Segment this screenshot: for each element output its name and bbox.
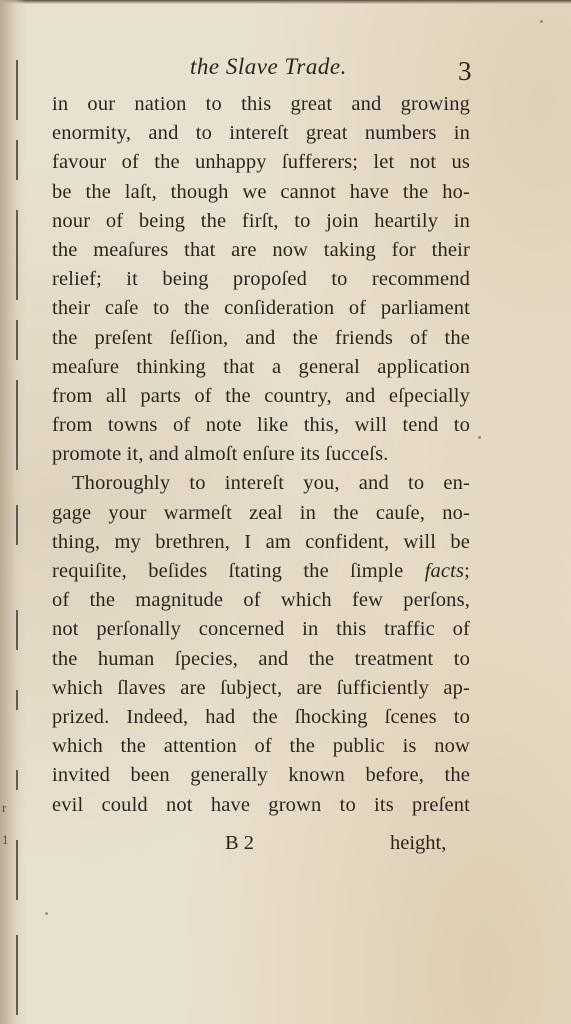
text-line: invited been generally known before, the bbox=[52, 764, 470, 787]
text-line: the preſent ſeſſion, and the friends of the bbox=[52, 326, 470, 349]
text-line: enormity, and to intereſt great numbers in bbox=[52, 122, 470, 145]
italic-word: facts bbox=[424, 560, 465, 582]
text-line: thing, my brethren, I am confident, will be bbox=[52, 530, 470, 553]
italic-suffix: ; bbox=[464, 560, 471, 582]
gutter-mark bbox=[16, 380, 18, 470]
text-line: nour of being the firſt, to join heartily in bbox=[52, 209, 470, 232]
paper-speck bbox=[478, 436, 481, 439]
text-line: in our nation to this great and growing bbox=[52, 93, 470, 115]
gutter-mark bbox=[16, 610, 18, 650]
gutter-mark bbox=[16, 320, 18, 360]
margin-show-through: 1 bbox=[2, 832, 9, 847]
text-line: which the attention of the public is now bbox=[52, 735, 470, 758]
text-line-with-italic bbox=[52, 557, 470, 586]
text-line: prized. Indeed, had the ſhocking ſcenes to bbox=[52, 705, 470, 728]
paper-speck bbox=[540, 20, 543, 23]
text-line: from all parts of the country, and eſpecially bbox=[52, 384, 470, 407]
gutter-mark bbox=[16, 140, 18, 180]
page-number: 3 bbox=[458, 56, 472, 86]
running-head bbox=[0, 50, 571, 90]
body-text bbox=[52, 90, 470, 820]
running-title: the Slave Trade. bbox=[190, 54, 347, 79]
text-line: relief; it being propoſed to recommend bbox=[52, 268, 470, 291]
text-line: which ſlaves are ſubject, are ſufficiently ap- bbox=[52, 676, 470, 699]
text-line: gage your warmeſt zeal in the cauſe, no- bbox=[52, 501, 470, 524]
text-line: evil could not have grown to its preſent bbox=[52, 793, 470, 816]
text-line: not perſonally concerned in this traffic of bbox=[52, 618, 470, 641]
text-line: meaſure thinking that a general application bbox=[52, 355, 470, 378]
gutter-mark bbox=[16, 770, 18, 790]
gutter-mark bbox=[16, 505, 18, 545]
text-segment: requiſite, beſides ſtating the ſimple bbox=[52, 560, 404, 582]
paper-speck bbox=[45, 912, 48, 915]
text-line: the meaſures that are now taking for their bbox=[52, 238, 470, 261]
text-line: from towns of note like this, will tend to bbox=[52, 414, 470, 437]
text-line: of the magnitude of which few perſons, bbox=[52, 589, 470, 612]
text-line: their caſe to the conſideration of parliament bbox=[52, 297, 470, 320]
page-top-edge bbox=[0, 0, 571, 4]
gutter-mark bbox=[16, 690, 18, 710]
signature-mark: B 2 bbox=[225, 832, 255, 854]
gutter-mark bbox=[16, 210, 18, 300]
page-footer bbox=[0, 832, 571, 862]
text-line: promote it, and almoſt enſure its ſucceſs. bbox=[52, 443, 389, 466]
margin-show-through: r bbox=[2, 800, 7, 815]
catchword: height, bbox=[390, 832, 447, 854]
binding-gutter bbox=[0, 0, 26, 1024]
paragraph-first-line: Thoroughly to intereſt you, and to en- bbox=[72, 472, 470, 495]
text-line: be the laſt, though we cannot have the ho- bbox=[52, 180, 470, 203]
text-line: the human ſpecies, and the treatment to bbox=[52, 647, 470, 670]
text-line: favour of the unhappy ſufferers; let not us bbox=[52, 151, 470, 174]
gutter-mark bbox=[16, 935, 18, 1015]
